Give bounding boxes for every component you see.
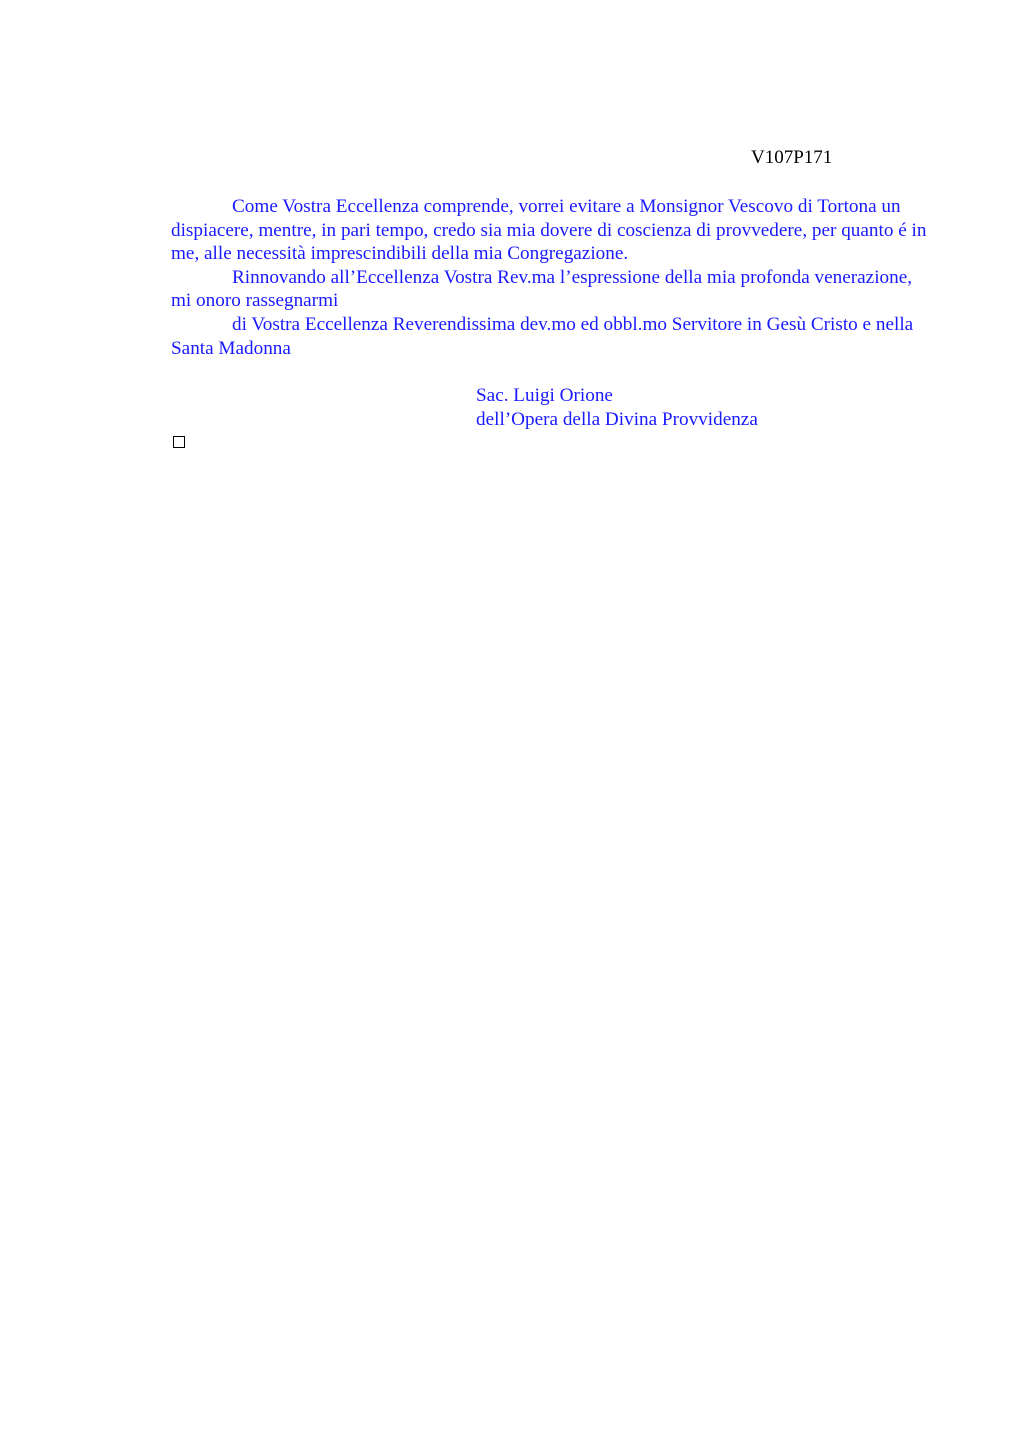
signature-affiliation: dell’Opera della Divina Provvidenza <box>476 408 758 430</box>
page-reference: V107P171 <box>751 147 833 168</box>
signature-block <box>476 384 758 431</box>
signature-name: Sac. Luigi Orione <box>476 385 613 406</box>
letter-body <box>171 195 931 360</box>
paragraph-1: Come Vostra Eccellenza comprende, vorrei evitare a Monsignor Vescovo di Tortona un dispiacere, mentre, in pari tempo, credo sia mia dovere di coscienza di provvedere, per quanto é in me, alle necessità imprescindibili della mia Congregazione. <box>171 196 927 265</box>
paragraph-3: di Vostra Eccellenza Reverendissima dev.mo ed obbl.mo Servitore in Gesù Cristo e nella Santa Madonna <box>171 313 914 359</box>
paragraph-2: Rinnovando all’Eccellenza Vostra Rev.ma l’espressione della mia profonda venerazione, mi onoro rassegnarmi <box>171 266 913 312</box>
empty-square-icon <box>173 436 185 448</box>
